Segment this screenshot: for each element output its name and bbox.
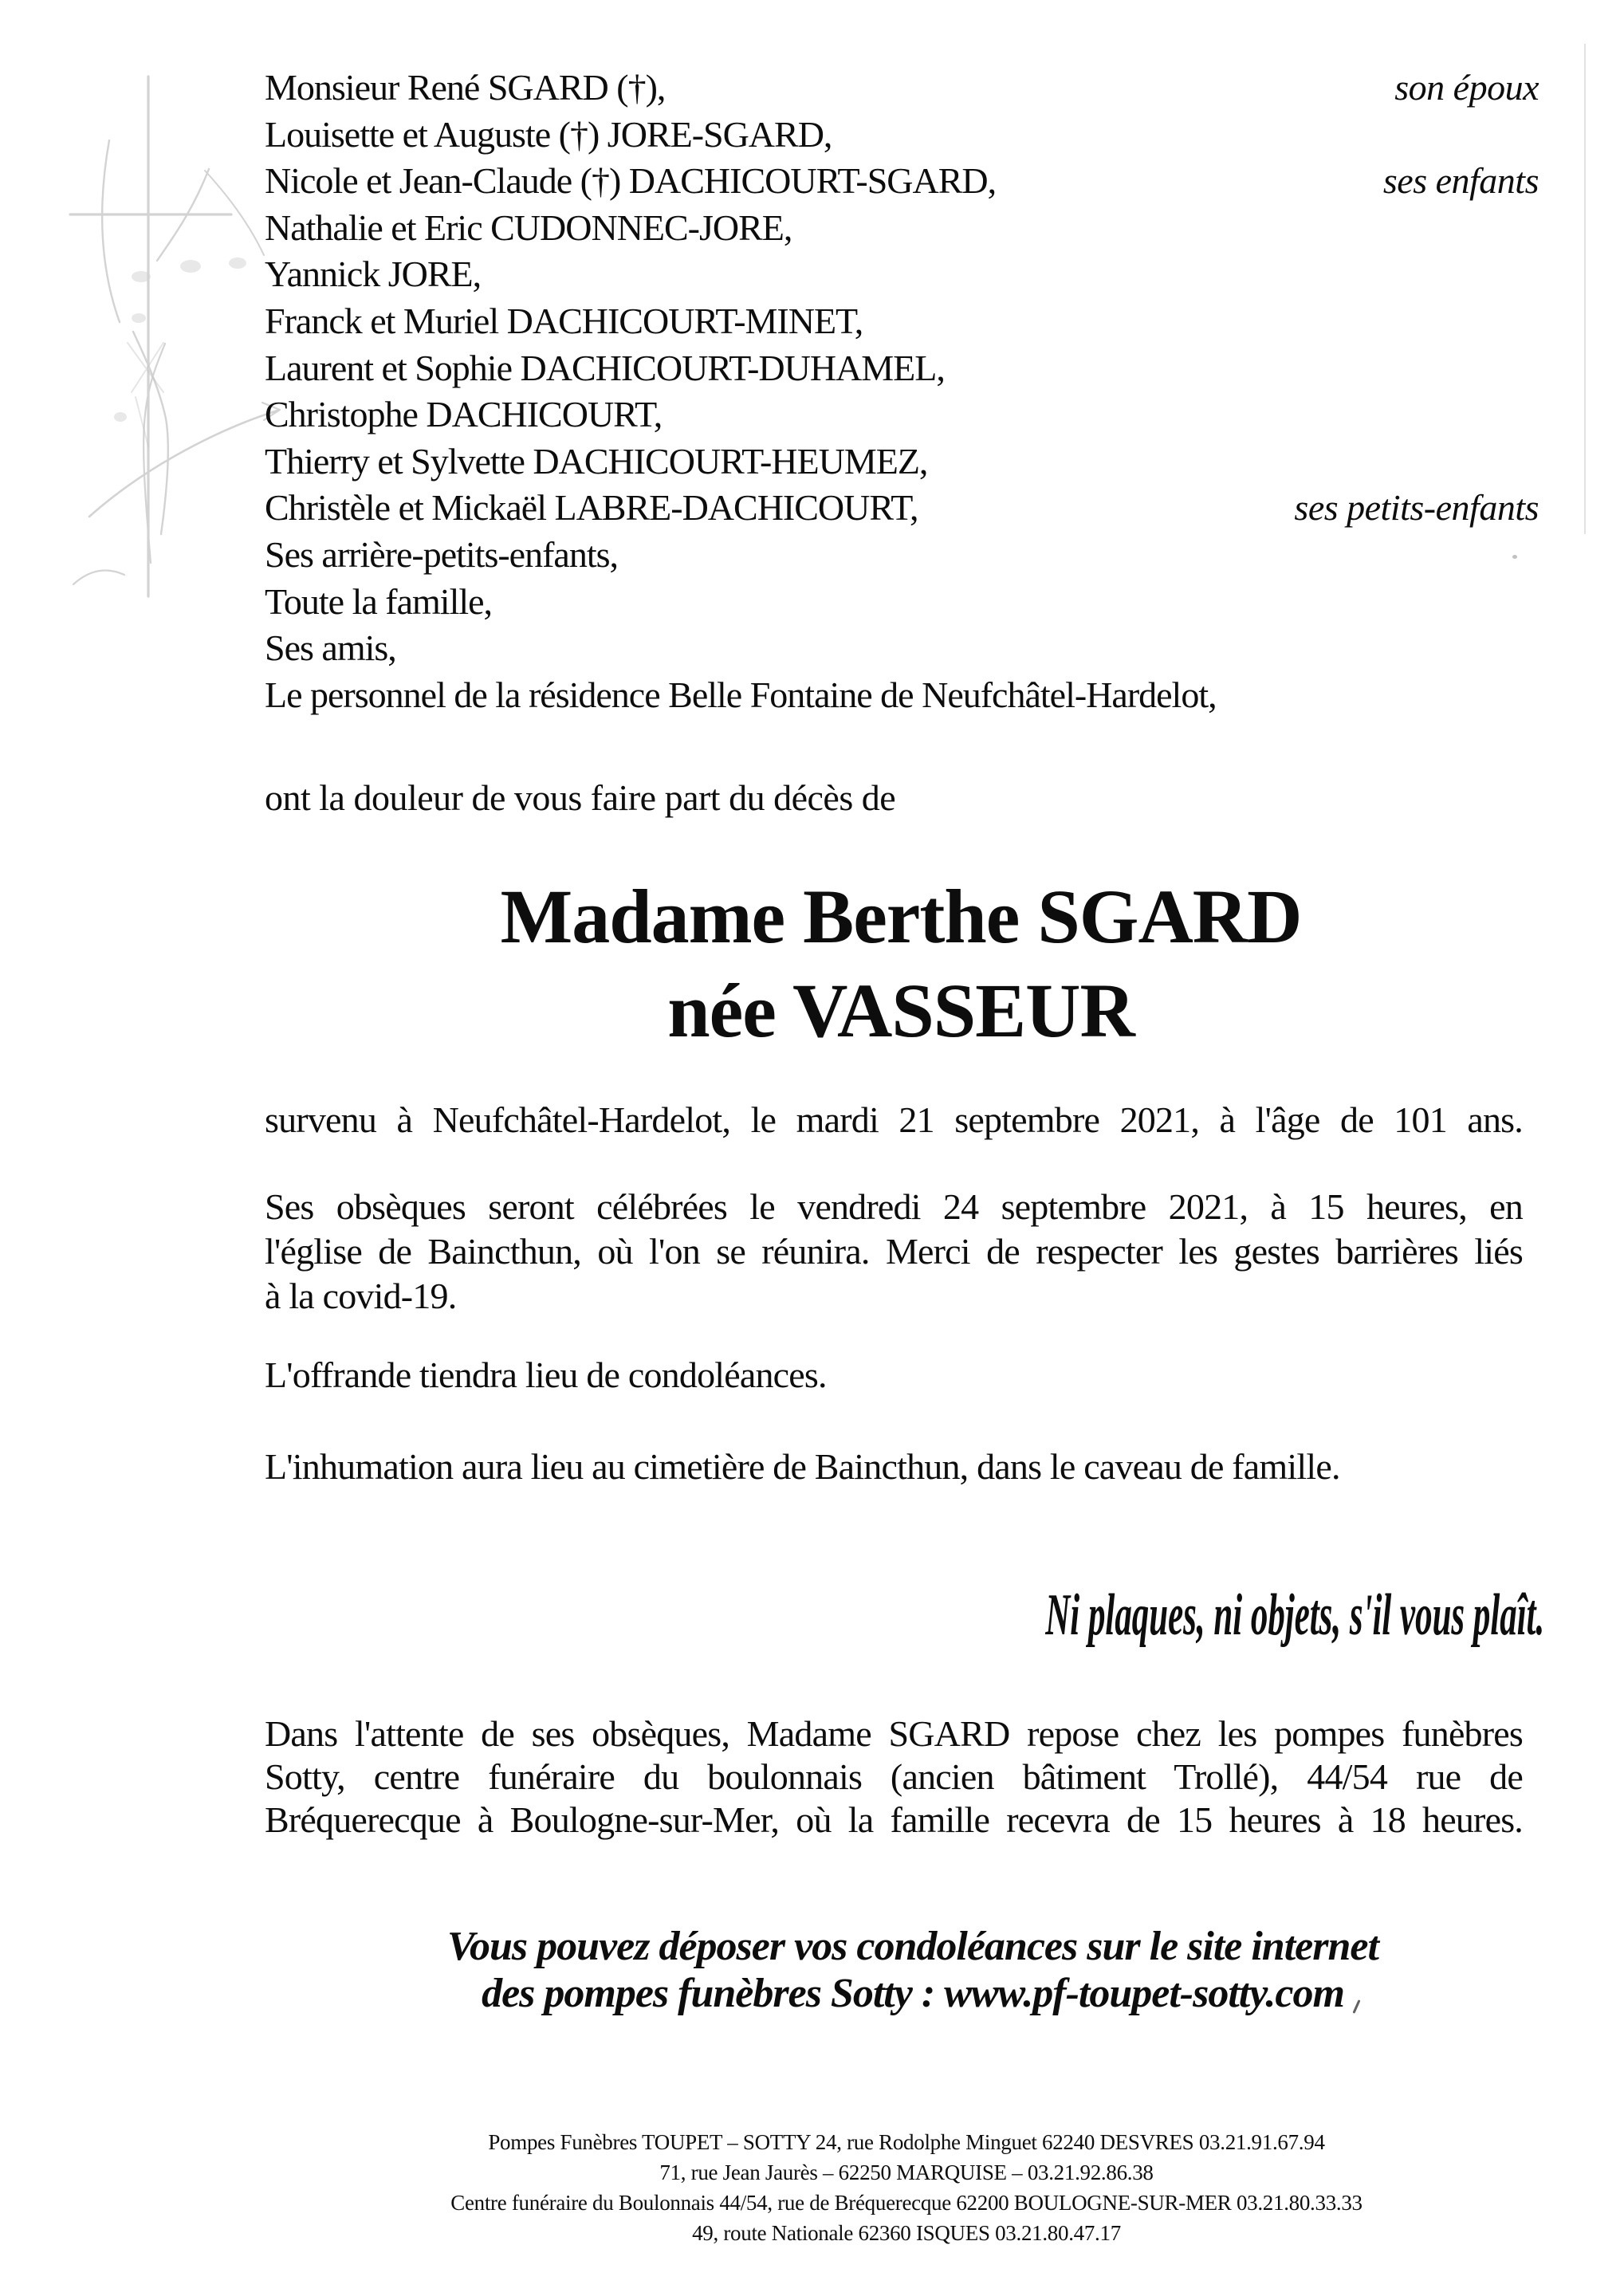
funeral-home-footer [263, 2127, 1550, 2248]
footer-line: 49, route Nationale 62360 ISQUES 03.21.80.47.17 [692, 2221, 1121, 2245]
deceased-title [263, 870, 1539, 1058]
deceased-name: Madame Berthe SGARD [500, 874, 1302, 959]
offering-line: L'offrande tiendra lieu de condoléances. [265, 1354, 827, 1395]
mourner-line: Laurent et Sophie DACHICOURT-DUHAMEL, [265, 347, 945, 388]
mourner-line: Nathalie et Eric CUDONNEC-JORE, [265, 206, 792, 248]
scan-edge-line [1584, 44, 1586, 534]
funeral-paragraph [265, 1185, 1523, 1319]
footer-line: Centre funéraire du Boulonnais 44/54, rue de Bréquerecque 62200 BOULOGNE-SUR-MER 03.21.80.33.33 [450, 2191, 1363, 2215]
repose-line: Sotty, centre funéraire du boulonnais (ancien bâtiment Trollé), 44/54 rue de [265, 1756, 1523, 1797]
footer-line: 71, rue Jean Jaurès – 62250 MARQUISE – 03.21.92.86.38 [659, 2160, 1154, 2184]
deceased-maiden-name: née VASSEUR [667, 968, 1134, 1053]
repose-paragraph [265, 1712, 1523, 1842]
relation-label-spouse: son époux [1394, 67, 1539, 108]
relation-label-children: ses enfants [1382, 160, 1539, 201]
mourner-line: Thierry et Sylvette DACHICOURT-HEUMEZ, [265, 440, 928, 482]
repose-line: Bréquerecque à Boulogne-sur-Mer, où la famille recevra de 15 heures à 18 heures. [265, 1799, 1523, 1840]
mourner-line: Franck et Muriel DACHICOURT-MINET, [265, 300, 863, 341]
mourner-line: Toute la famille, [265, 580, 493, 622]
mourner-line: Nicole et Jean-Claude (†) DACHICOURT-SGARD, [265, 160, 997, 202]
funeral-line: Ses obsèques seront célébrées le vendredi 24 septembre 2021, à 15 heures, en [265, 1186, 1523, 1227]
announcement-line: ont la douleur de vous faire part du décès de [265, 777, 896, 818]
condolences-line: Vous pouvez déposer vos condoléances sur le site internet [447, 1924, 1378, 1969]
mourner-line: Christophe DACHICOURT, [265, 394, 663, 435]
death-notice-line: survenu à Neufchâtel-Hardelot, le mardi 21 septembre 2021, à l'âge de 101 ans. [265, 1099, 1523, 1140]
mourner-line: Le personnel de la résidence Belle Fontaine de Neufchâtel-Hardelot, [265, 674, 1217, 715]
funeral-line: à la covid-19. [265, 1276, 457, 1316]
mourner-line: Yannick JORE, [265, 254, 482, 295]
mourner-line: Christèle et Mickaël LABRE-DACHICOURT, [265, 487, 918, 529]
repose-line: Dans l'attente de ses obsèques, Madame SGARD repose chez les pompes funèbres [265, 1713, 1523, 1754]
mourners-list [265, 65, 1217, 718]
no-plaques-request: Ni plaques, ni objets, s'il vous plaît. [1045, 1582, 1544, 1648]
condolences-website-note [279, 1923, 1547, 2017]
funeral-line: l'église de Baincthun, où l'on se réunira. Merci de respecter les gestes barrières liés [265, 1231, 1523, 1272]
relation-label-grandchildren: ses petits-enfants [1294, 487, 1539, 528]
scan-speck-dot [1512, 555, 1517, 559]
mourner-line: Ses amis, [265, 627, 396, 669]
condolences-line: des pompes funèbres Sotty : www.pf-toupet-sotty.com [482, 1971, 1344, 2016]
mourner-line: Monsieur René SGARD (†), [265, 67, 666, 108]
mourner-line: Louisette et Auguste (†) JORE-SGARD, [265, 113, 832, 155]
burial-line: L'inhumation aura lieu au cimetière de Baincthun, dans le caveau de famille. [265, 1446, 1340, 1487]
footer-line: Pompes Funèbres TOUPET – SOTTY 24, rue Rodolphe Minguet 62240 DESVRES 03.21.91.67.94 [488, 2130, 1325, 2154]
mourner-line: Ses arrière-petits-enfants, [265, 533, 619, 575]
